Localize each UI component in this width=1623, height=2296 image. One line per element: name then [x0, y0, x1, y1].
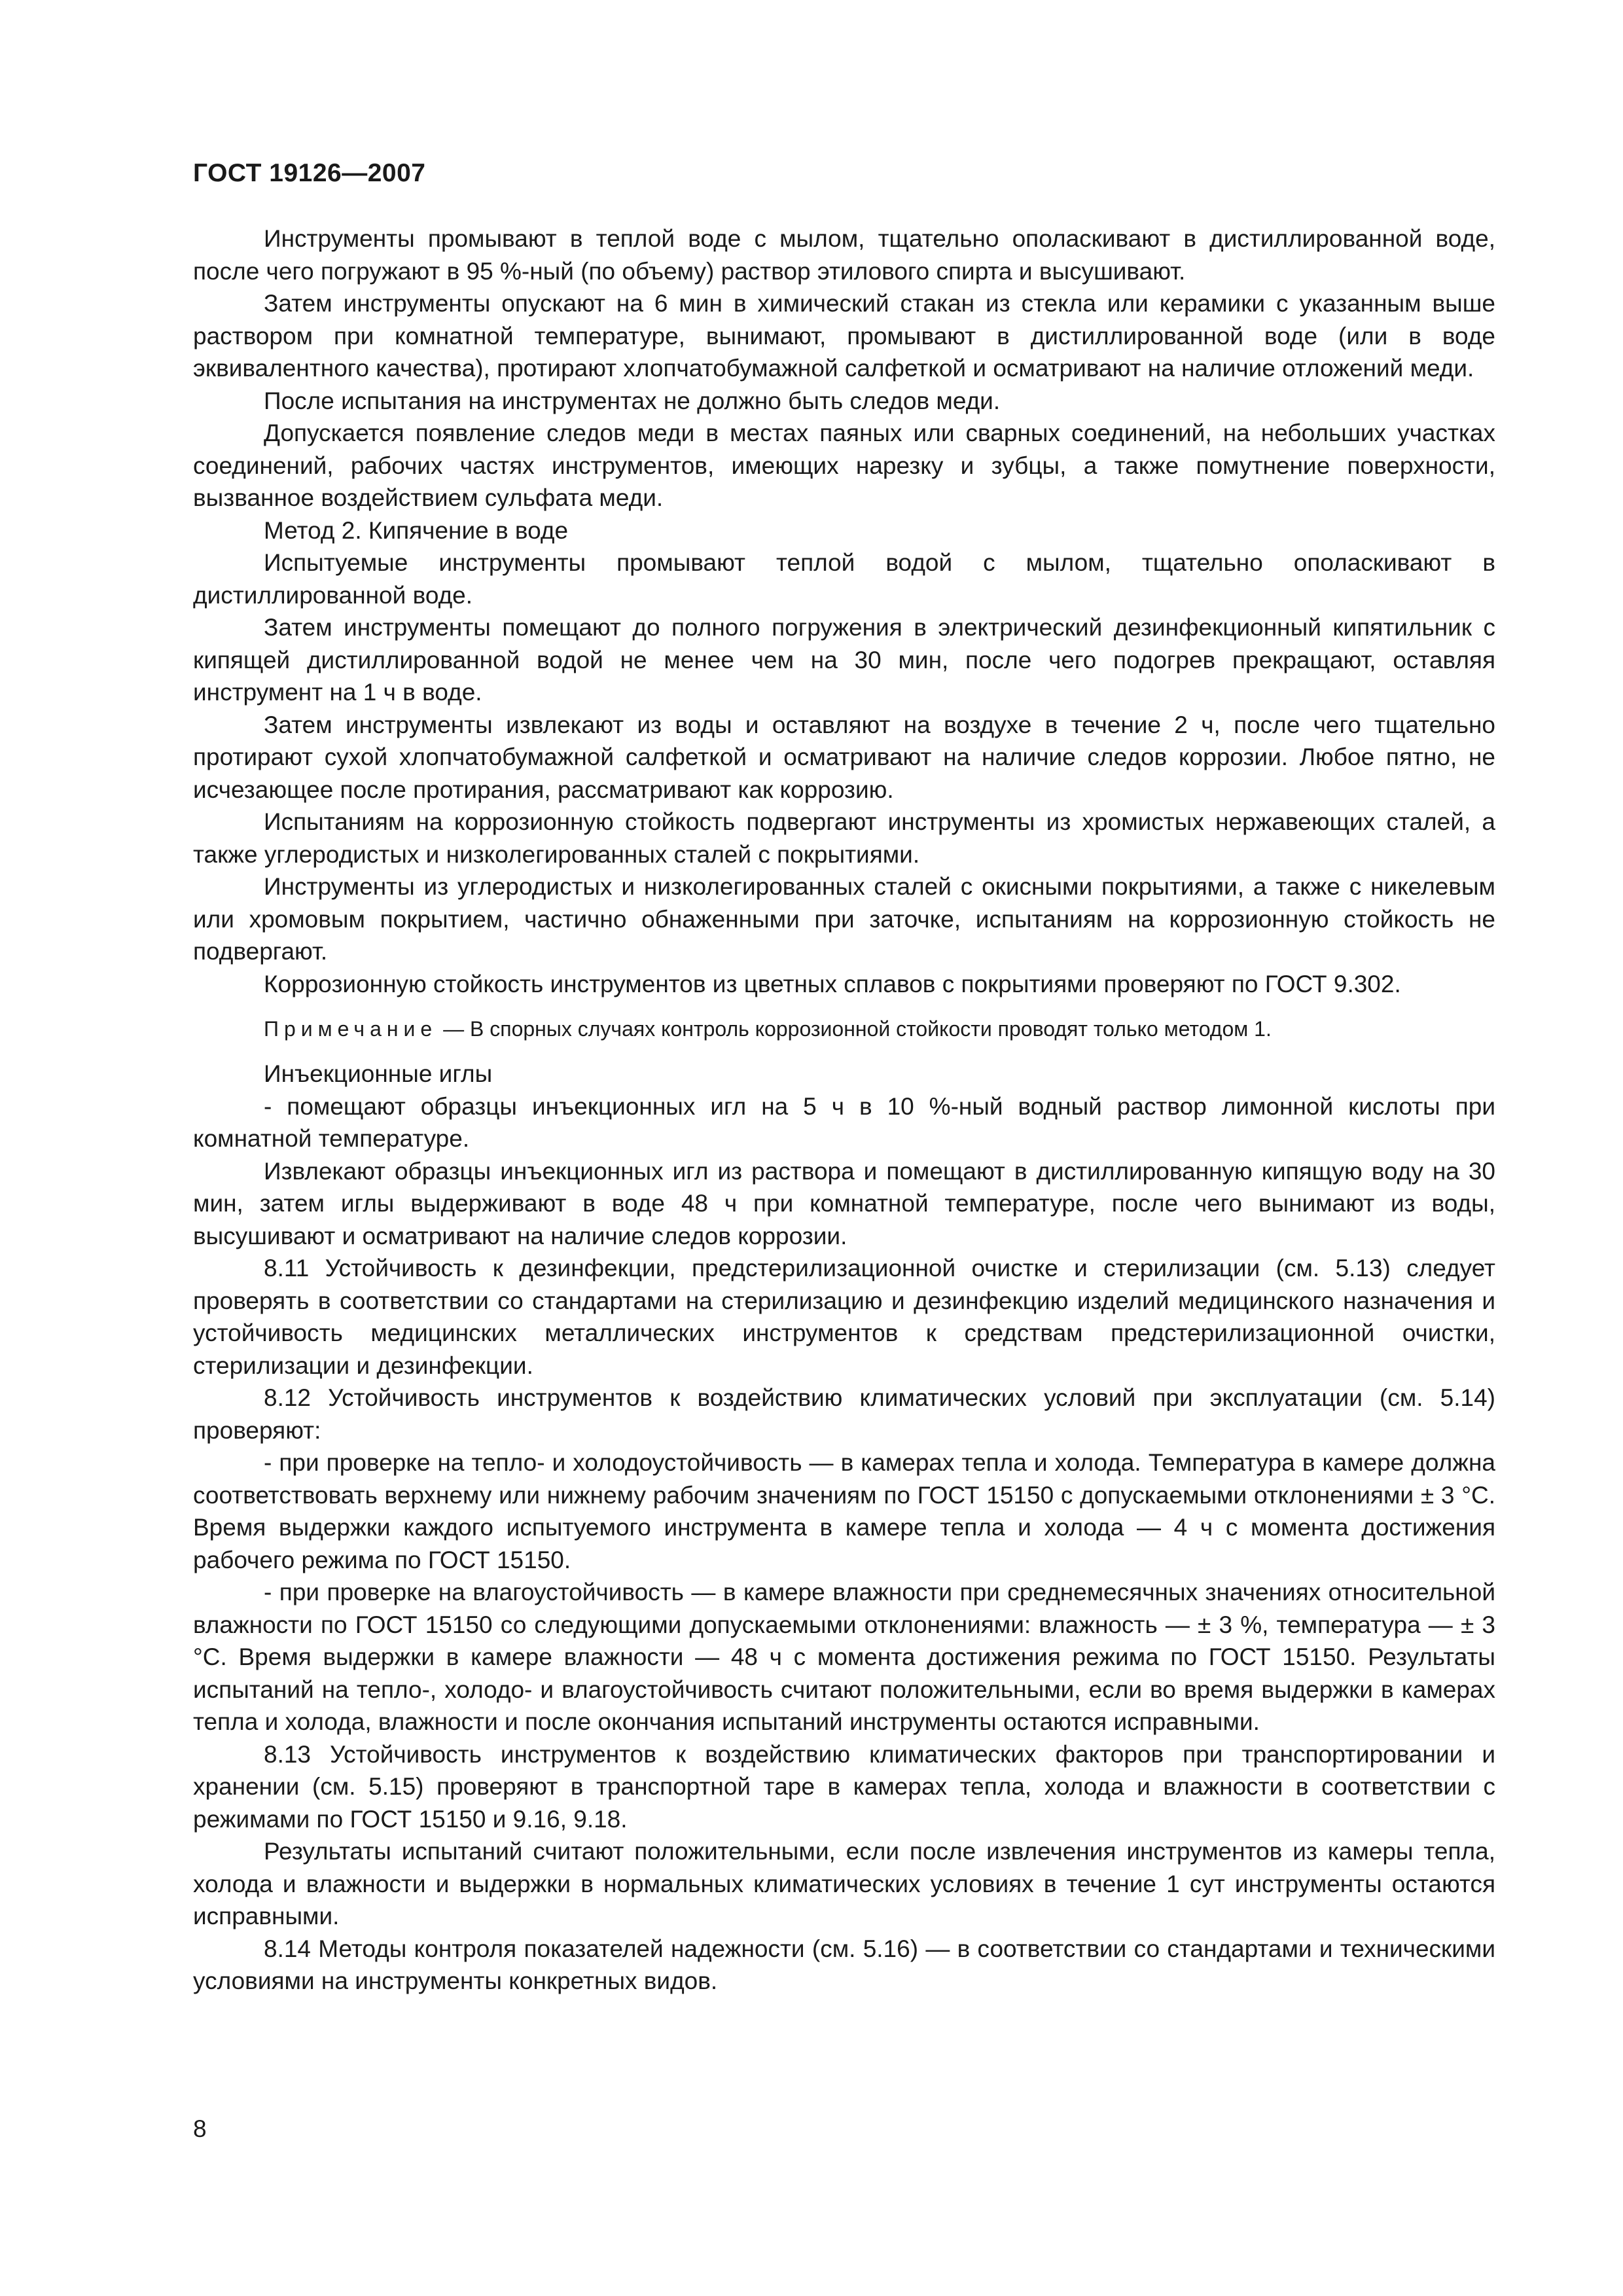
clause-8-14: 8.14 Методы контроля показателей надежности (см. 5.16) — в соответствии со стандартами и техническими условиями на инструменты конкретных видов.: [193, 1935, 1495, 1994]
paragraph: Инструменты промывают в теплой воде с мылом, тщательно ополаскивают в дистиллированной воде, после чего погружают в 95 %-ный (по объему) раствор этилового спирта и высушивают.: [193, 225, 1495, 285]
clause-8-12: 8.12 Устойчивость инструментов к воздействию климатических условий при эксплуатации (см. 5.14) проверяют:: [193, 1384, 1495, 1444]
paragraph: Извлекают образцы инъекционных игл из раствора и помещают в дистиллированную кипящую воду на 30 мин, затем иглы выдерживают в воде 48 ч при комнатной температуре, после чего вынимают из воды, высушивают и осматривают на наличие следов коррозии.: [193, 1157, 1495, 1249]
paragraph: Затем инструменты помещают до полного погружения в электрический дезинфекционный кипятильник с кипящей дистиллированной водой не менее чем на 30 мин, после чего подогрев прекращают, оставляя инструмент на 1 ч в воде.: [193, 614, 1495, 706]
paragraph: Коррозионную стойкость инструментов из цветных сплавов с покрытиями проверяют по ГОСТ 9.302.: [264, 970, 1401, 997]
note-label: Примечание: [264, 1017, 438, 1041]
list-item: - при проверке на влагоустойчивость — в камере влажности при среднемесячных значениях относительной влажности по ГОСТ 15150 со следующими допускаемыми отклонениями: влажность — ± 3 %, температура — ± 3 °С. Время выдержки в камере влажности — 48 ч с момента достижения режима по ГОСТ 15150. Результаты испытаний на тепло-, холодо- и влагоустойчивость считают положительными, если во время выдержки в камерах тепла и холода, влажности и после окончания испытаний инструменты остаются исправными.: [193, 1579, 1495, 1735]
clause-8-13: 8.13 Устойчивость инструментов к воздействию климатических факторов при транспортировании и хранении (см. 5.15) проверяют в транспортной таре в камерах тепла, холода и влажности в соответствии с режимами по ГОСТ 15150 и 9.16, 9.18.: [193, 1740, 1495, 1833]
clause-8-11: 8.11 Устойчивость к дезинфекции, предстерилизационной очистке и стерилизации (см. 5.13) следует проверять в соответствии со стандартами на стерилизацию и дезинфекцию изделий медицинского назначения и устойчивость медицинских металлических инструментов к средствам предстерилизационной очистки, стерилизации и дезинфекции.: [193, 1255, 1495, 1379]
paragraph: Допускается появление следов меди в местах паяных или сварных соединений, на небольших участках соединений, рабочих частях инструментов, имеющих нарезку и зубцы, а также помутнение поверхности, вызванное воздействием сульфата меди.: [193, 420, 1495, 511]
document-body: [193, 223, 1495, 1998]
section-heading: Инъекционные иглы: [264, 1060, 493, 1087]
paragraph: Испытуемые инструменты промывают теплой водой с мылом, тщательно ополаскивают в дистиллированной воде.: [193, 549, 1495, 609]
paragraph: Затем инструменты извлекают из воды и оставляют на воздухе в течение 2 ч, после чего тщательно протирают сухой хлопчатобумажной салфеткой и осматривают на наличие следов коррозии. Любое пятно, не исчезающее после протирания, рассматривают как коррозию.: [193, 711, 1495, 803]
page-number: 8: [193, 2115, 207, 2142]
list-item: - при проверке на тепло- и холодоустойчивость — в камерах тепла и холода. Температура в камере должна соответствовать верхнему или нижнему рабочим значениям по ГОСТ 15150 с допускаемыми отклонениями ± 3 °С. Время выдержки каждого испытуемого инструмента в камере тепла и холода — 4 ч с момента достижения рабочего режима по ГОСТ 15150.: [193, 1449, 1495, 1573]
note: [193, 1014, 1495, 1043]
paragraph: Испытаниям на коррозионную стойкость подвергают инструменты из хромистых нержавеющих сталей, а также углеродистых и низколегированных сталей с покрытиями.: [193, 808, 1495, 868]
paragraph: Затем инструменты опускают на 6 мин в химический стакан из стекла или керамики с указанным выше раствором при комнатной температуре, вынимают, промывают в дистиллированной воде (или в воде эквивалентного качества), протирают хлопчатобумажной салфеткой и осматривают на наличие отложений меди.: [193, 290, 1495, 382]
document-code-header: ГОСТ 19126—2007: [193, 159, 426, 187]
note-text: — В спорных случаях контроль коррозионной стойкости проводят только методом 1.: [437, 1017, 1272, 1041]
paragraph: После испытания на инструментах не должно быть следов меди.: [264, 387, 1001, 414]
paragraph: Результаты испытаний считают положительными, если после извлечения инструментов из камеры тепла, холода и влажности и выдержки в нормальных климатических условиях в течение 1 сут инструменты остаются исправными.: [193, 1838, 1495, 1929]
paragraph: Инструменты из углеродистых и низколегированных сталей с окисными покрытиями, а также с никелевым или хромовым покрытием, частично обнаженными при заточке, испытаниям на коррозионную стойкость не подвергают.: [193, 873, 1495, 965]
list-item: - помещают образцы инъекционных игл на 5 ч в 10 %-ный водный раствор лимонной кислоты при комнатной температуре.: [193, 1092, 1495, 1152]
method-heading: Метод 2. Кипячение в воде: [264, 516, 569, 544]
